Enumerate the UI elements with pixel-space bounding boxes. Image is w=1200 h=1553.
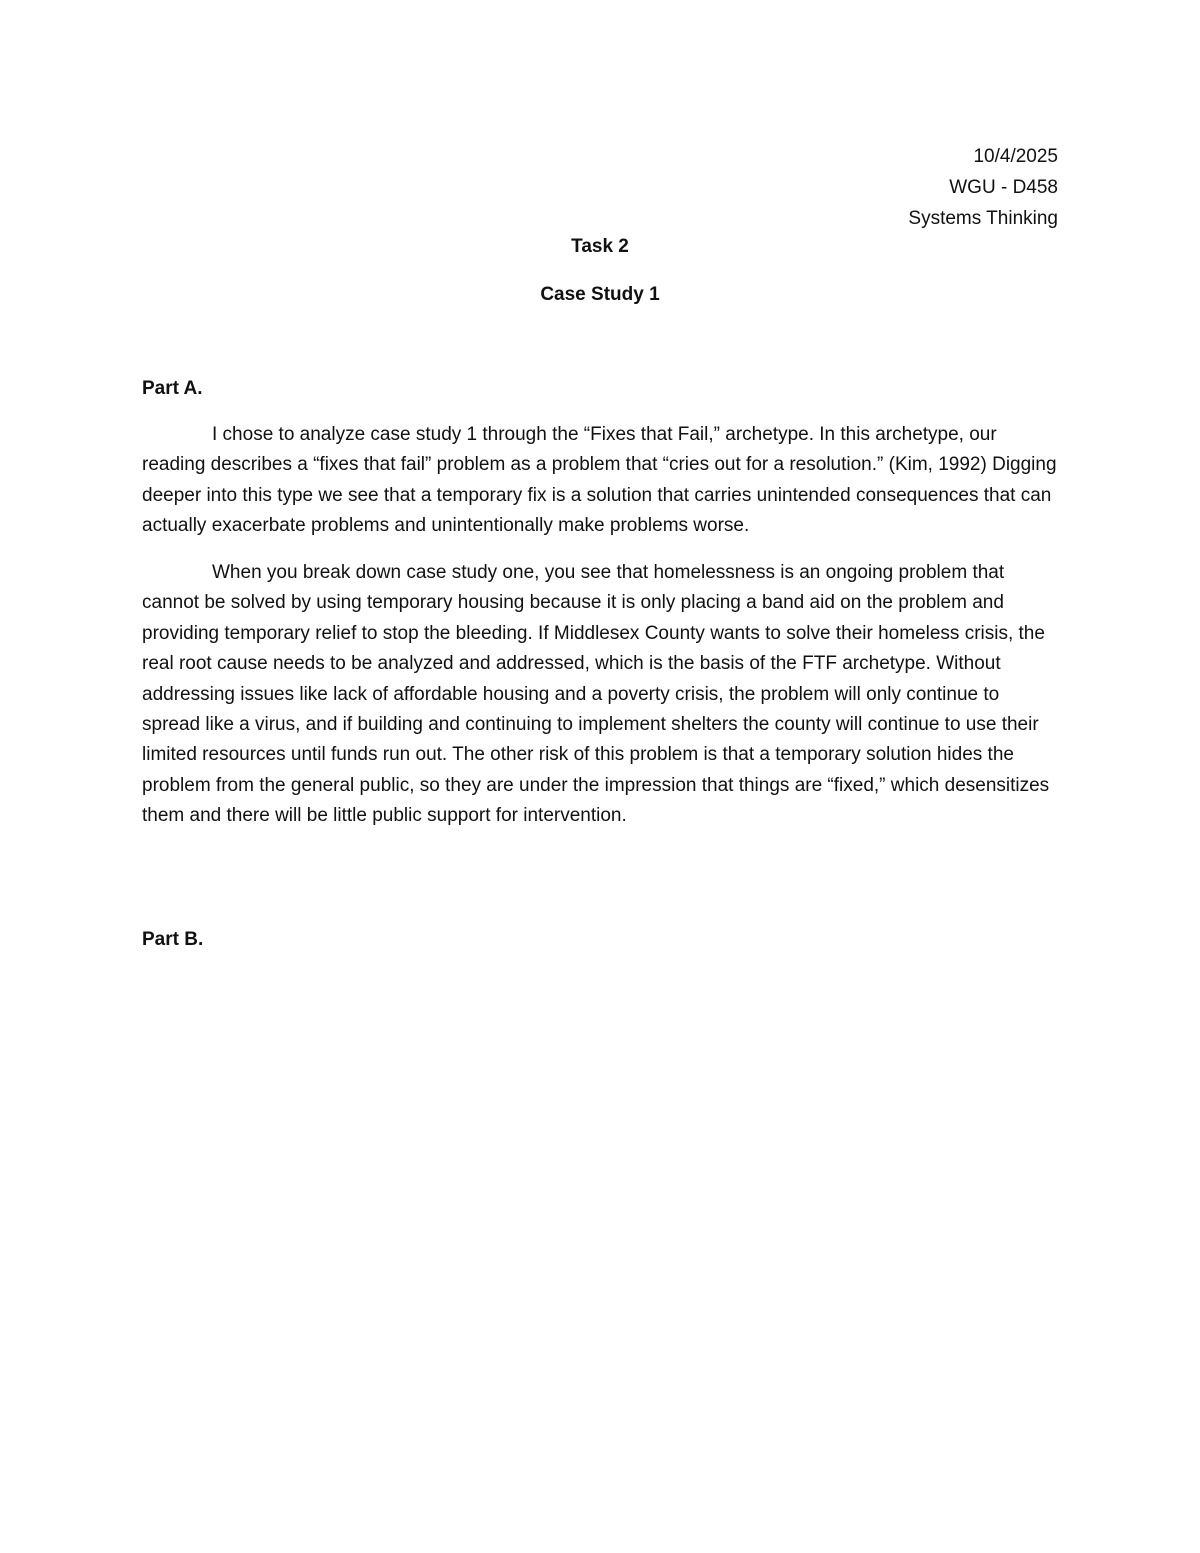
case-study-title: Case Study 1 (540, 284, 660, 305)
part-a-paragraph-2: When you break down case study one, you see that homelessness is an ongoing problem that cannot be solved by using temporary housing because it is only placing a band aid on the problem and providing temporary relief to stop the bleeding. If Middlesex County wants to solve their homeless crisis, the real root cause needs to be analyzed and addressed, which is the basis of the FTF archetype. Without addressing issues like lack of affordable housing and a poverty crisis, the problem will only continue to spread like a virus, and if building and continuing to implement shelters the county will continue to use their limited resources until funds run out. The other risk of this problem is that a temporary solution hides the problem from the general public, so they are under the impression that things are “fixed,” which desensitizes them and there will be little public support for intervention. (142, 562, 1050, 827)
part-b-heading: Part B. (142, 929, 204, 950)
header-date: 10/4/2025 (973, 146, 1058, 167)
part-a-paragraph-1: I chose to analyze case study 1 through the “Fixes that Fail,” archetype. In this archetype, our reading describes a “fixes that fail” problem as a problem that “cries out for a resolution.” (Kim, 1992) Digging deeper into this type we see that a temporary fix is a solution that carries unintended consequences that can actually exacerbate problems and unintentionally make problems worse. (142, 424, 1057, 537)
part-a-heading: Part A. (142, 378, 203, 399)
header-course: WGU - D458 (949, 177, 1058, 198)
task-title: Task 2 (571, 236, 629, 257)
header-subject: Systems Thinking (908, 208, 1058, 229)
document-header (908, 141, 1058, 234)
